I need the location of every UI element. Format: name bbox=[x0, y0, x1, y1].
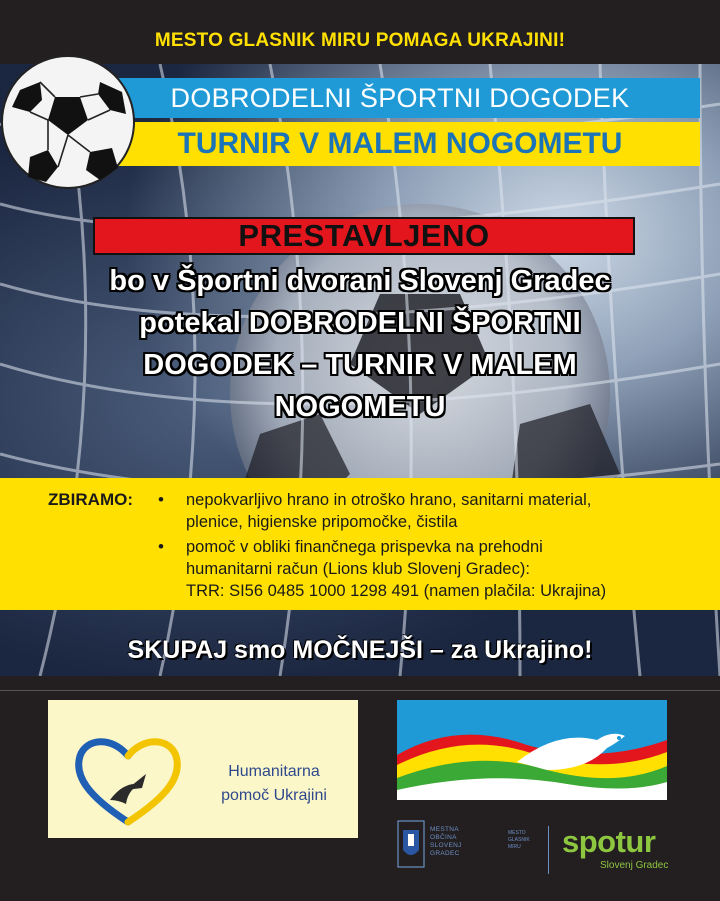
peace-line: MIRU bbox=[508, 844, 521, 850]
city-crest-icon bbox=[397, 820, 425, 868]
soccer-ball-icon bbox=[0, 52, 140, 192]
collect-label: ZBIRAMO: bbox=[48, 490, 133, 509]
postponed-banner: PRESTAVLJENO bbox=[93, 217, 635, 255]
collect-line: nepokvarljivo hrano in otroško hrano, sanitarni material, bbox=[186, 491, 592, 509]
collect-line: pomoč v obliki finančnega prispevka na prehodni bbox=[186, 538, 543, 556]
city-name bbox=[430, 826, 492, 858]
bank-account-line: TRR: SI56 0485 1000 1298 491 (namen plačila: Ukrajina) bbox=[186, 582, 607, 600]
spotur-logo: spotur bbox=[562, 824, 656, 859]
peace-messenger-text bbox=[508, 830, 548, 851]
top-headline: MESTO GLASNIK MIRU POMAGA UKRAJINI! bbox=[154, 30, 566, 51]
event-description bbox=[30, 260, 690, 428]
humanitarian-help-logo bbox=[48, 700, 358, 838]
slogan: SKUPAJ smo MOČNEJŠI – za Ukrajino! bbox=[127, 636, 593, 664]
city-name-line: OBČINA bbox=[430, 834, 457, 841]
event-name-band: TURNIR V MALEM NOGOMETU bbox=[100, 122, 700, 166]
help-line: Humanitarna bbox=[228, 763, 320, 780]
bullet-icon: • bbox=[158, 537, 164, 556]
event-type-band: DOBRODELNI ŠPORTNI DOGODEK bbox=[100, 78, 700, 118]
description-line: NOGOMETU bbox=[274, 391, 446, 423]
collect-line: plenice, higienske pripomočke, čistila bbox=[186, 513, 458, 531]
spotur-subtitle: Slovenj Gradec bbox=[600, 860, 669, 871]
collect-line: humanitarni račun (Lions klub Slovenj Gradec): bbox=[186, 560, 530, 578]
city-name-line: MESTNA bbox=[430, 826, 459, 833]
hills-dove-icon bbox=[397, 700, 667, 800]
logo-divider bbox=[548, 826, 549, 874]
description-line: DOGODEK – TURNIR V MALEM bbox=[143, 349, 577, 381]
city-name-line: SLOVENJ bbox=[430, 842, 462, 849]
help-caption bbox=[194, 760, 354, 808]
collection-panel bbox=[0, 478, 720, 610]
collect-item-food bbox=[186, 489, 591, 533]
bullet-icon: • bbox=[158, 490, 164, 509]
collect-item-donation bbox=[186, 536, 606, 602]
city-name-line: GRADEC bbox=[430, 850, 460, 857]
help-line: pomoč Ukrajini bbox=[221, 787, 327, 804]
peace-line: GLASNIK bbox=[508, 837, 530, 843]
heart-dove-icon bbox=[68, 730, 188, 830]
description-line: potekal DOBRODELNI ŠPORTNI bbox=[139, 307, 581, 339]
description-line: bo v Športni dvorani Slovenj Gradec bbox=[109, 265, 611, 297]
region-dove-logo bbox=[397, 700, 667, 800]
peace-line: MESTO bbox=[508, 830, 526, 836]
